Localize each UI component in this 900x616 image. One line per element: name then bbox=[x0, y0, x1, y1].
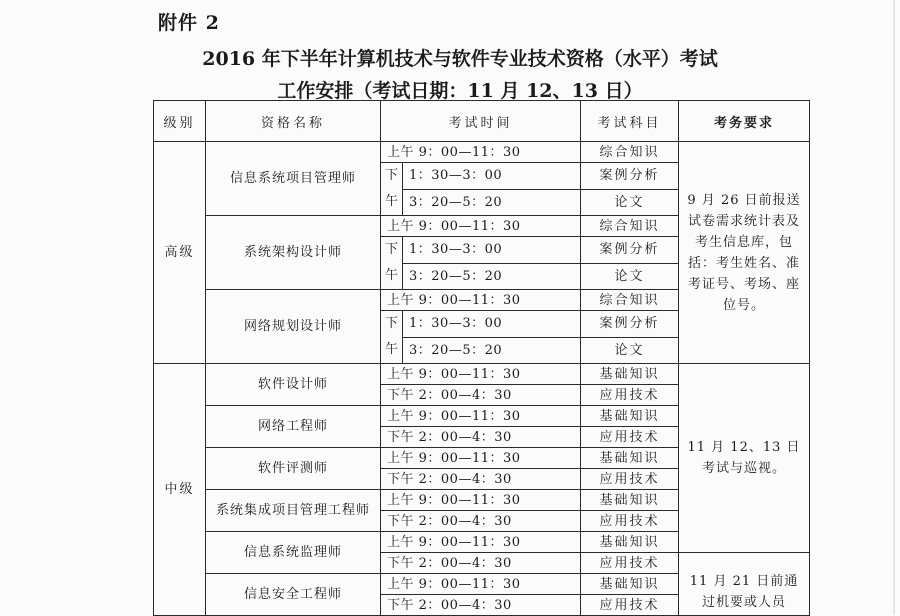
exam-subject: 案例分析 bbox=[581, 237, 679, 264]
document-subtitle: 工作安排（考试日期：11 月 12、13 日） bbox=[277, 80, 643, 102]
exam-subject: 基础知识 bbox=[581, 364, 679, 385]
table-row bbox=[154, 142, 810, 163]
exam-time: 上午 9：00—11：30 bbox=[381, 142, 581, 163]
exam-time: 1：30—3：00 bbox=[403, 163, 581, 190]
qualification-name: 信息安全工程师 bbox=[206, 574, 381, 616]
exam-subject: 基础知识 bbox=[581, 532, 679, 553]
table-row bbox=[154, 364, 810, 385]
exam-subject: 综合知识 bbox=[581, 142, 679, 163]
exam-time: 下午 2：00—4：30 bbox=[381, 511, 581, 532]
exam-subject: 基础知识 bbox=[581, 406, 679, 427]
qualification-name: 网络工程师 bbox=[206, 406, 381, 448]
table-header-row bbox=[154, 101, 810, 142]
exam-time: 上午 9：00—11：30 bbox=[381, 574, 581, 595]
exam-subject: 应用技术 bbox=[581, 385, 679, 406]
requirement-return: 11 月 21 日前通过机要或人员 bbox=[679, 553, 810, 616]
level-senior: 高级 bbox=[154, 142, 206, 364]
exam-subject: 基础知识 bbox=[581, 448, 679, 469]
exam-time: 3：20—5：20 bbox=[403, 263, 581, 290]
exam-subject: 论文 bbox=[581, 263, 679, 290]
exam-subject: 案例分析 bbox=[581, 163, 679, 190]
exam-time: 下午 2：00—4：30 bbox=[381, 553, 581, 574]
exam-subject: 应用技术 bbox=[581, 427, 679, 448]
qualification-name: 系统集成项目管理工程师 bbox=[206, 490, 381, 532]
exam-time: 1：30—3：00 bbox=[403, 237, 581, 264]
level-intermediate: 中级 bbox=[154, 364, 206, 616]
exam-time: 下午 2：00—4：30 bbox=[381, 427, 581, 448]
afternoon-label: 下 午 bbox=[381, 237, 403, 290]
exam-time: 3：20—5：20 bbox=[403, 337, 581, 364]
attachment-label: 附件 2 bbox=[158, 12, 220, 34]
exam-subject: 基础知识 bbox=[581, 574, 679, 595]
document-title: 2016 年下半年计算机技术与软件专业技术资格（水平）考试 bbox=[202, 48, 718, 70]
exam-time: 1：30—3：00 bbox=[403, 311, 581, 338]
exam-subject: 应用技术 bbox=[581, 595, 679, 616]
exam-subject: 应用技术 bbox=[581, 511, 679, 532]
exam-time: 下午 2：00—4：30 bbox=[381, 595, 581, 616]
exam-subject: 应用技术 bbox=[581, 469, 679, 490]
exam-time: 上午 9：00—11：30 bbox=[381, 448, 581, 469]
header-qualification: 资格名称 bbox=[206, 101, 381, 142]
qualification-name: 信息系统项目管理师 bbox=[206, 142, 381, 216]
exam-subject: 论文 bbox=[581, 337, 679, 364]
requirement-registration: 9 月 26 日前报送试卷需求统计表及考生信息库，包括：考生姓名、准考证号、考场、座位号。 bbox=[679, 142, 810, 364]
exam-subject: 综合知识 bbox=[581, 216, 679, 237]
exam-subject: 综合知识 bbox=[581, 290, 679, 311]
qualification-name: 软件设计师 bbox=[206, 364, 381, 406]
exam-time: 下午 2：00—4：30 bbox=[381, 385, 581, 406]
header-exam-subject: 考试科目 bbox=[581, 101, 679, 142]
exam-subject: 应用技术 bbox=[581, 553, 679, 574]
afternoon-label: 下 午 bbox=[381, 163, 403, 216]
exam-time: 上午 9：00—11：30 bbox=[381, 490, 581, 511]
afternoon-label: 下 午 bbox=[381, 311, 403, 364]
qualification-name: 信息系统监理师 bbox=[206, 532, 381, 574]
exam-time: 上午 9：00—11：30 bbox=[381, 364, 581, 385]
exam-subject: 论文 bbox=[581, 189, 679, 216]
exam-time: 3：20—5：20 bbox=[403, 189, 581, 216]
qualification-name: 网络规划设计师 bbox=[206, 290, 381, 364]
qualification-name: 系统架构设计师 bbox=[206, 216, 381, 290]
exam-time: 上午 9：00—11：30 bbox=[381, 290, 581, 311]
exam-time: 上午 9：00—11：30 bbox=[381, 406, 581, 427]
scan-edge bbox=[893, 0, 895, 615]
exam-subject: 基础知识 bbox=[581, 490, 679, 511]
header-requirements: 考务要求 bbox=[679, 101, 810, 142]
exam-time: 上午 9：00—11：30 bbox=[381, 216, 581, 237]
header-level: 级别 bbox=[154, 101, 206, 142]
exam-schedule-table bbox=[153, 100, 810, 616]
exam-time: 下午 2：00—4：30 bbox=[381, 469, 581, 490]
header-exam-time: 考试时间 bbox=[381, 101, 581, 142]
exam-time: 上午 9：00—11：30 bbox=[381, 532, 581, 553]
qualification-name: 软件评测师 bbox=[206, 448, 381, 490]
exam-subject: 案例分析 bbox=[581, 311, 679, 338]
requirement-exam-days: 11 月 12、13 日考试与巡视。 bbox=[679, 364, 810, 553]
